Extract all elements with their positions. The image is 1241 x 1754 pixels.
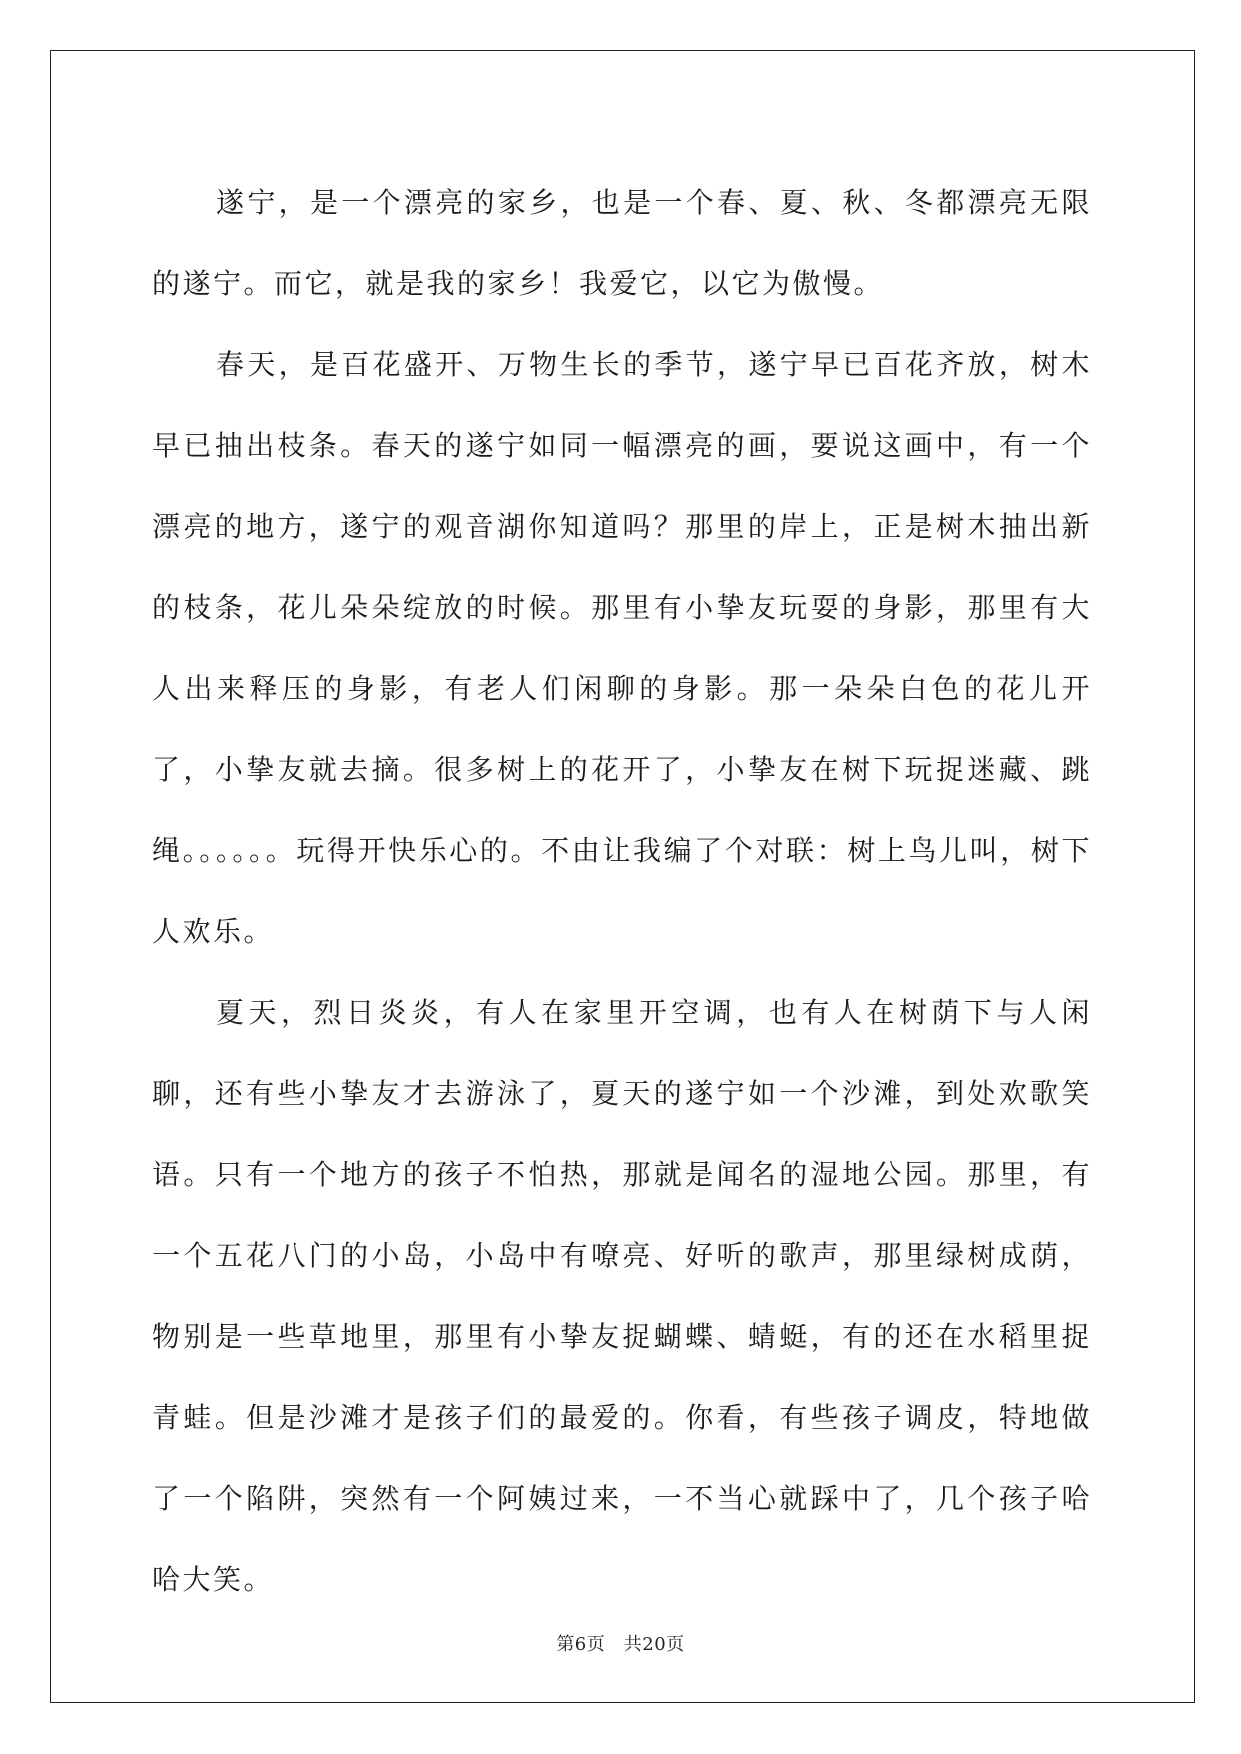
paragraph-intro: 遂宁，是一个漂亮的家乡，也是一个春、夏、秋、冬都漂亮无限的遂宁。而它，就是我的家乡！我爱它，以它为傲慢。 <box>152 186 1092 300</box>
paragraph-summer: 夏天，烈日炎炎，有人在家里开空调，也有人在树荫下与人闲聊，还有些小挚友才去游泳了，夏天的遂宁如一个沙滩，到处欢歌笑语。只有一个地方的孩子不怕热，那就是闻名的湿地公园。那里，有一个五花八门的小岛，小岛中有嘹亮、好听的歌声，那里绿树成荫，物别是一些草地里，那里有小挚友捉蝴蝶、蜻蜓，有的还在水稻里捉青蛙。但是沙滩才是孩子们的最爱的。你看，有些孩子调皮，特地做了一个陷阱，突然有一个阿姨过来，一不当心就踩中了，几个孩子哈哈大笑。 <box>152 996 1092 1596</box>
page-number: 第6页 共20页 <box>556 1634 685 1655</box>
paragraph-spring: 春天，是百花盛开、万物生长的季节，遂宁早已百花齐放，树木早已抽出枝条。春天的遂宁如同一幅漂亮的画，要说这画中，有一个漂亮的地方，遂宁的观音湖你知道吗？那里的岸上，正是树木抽出新的枝条，花儿朵朵绽放的时候。那里有小挚友玩耍的身影，那里有大人出来释压的身影，有老人们闲聊的身影。那一朵朵白色的花儿开了，小挚友就去摘。很多树上的花开了，小挚友在树下玩捉迷藏、跳绳。。。。。。玩得开快乐心的。不由让我编了个对联：树上鸟儿叫，树下人欢乐。 <box>152 348 1092 948</box>
page-footer <box>0 1630 1241 1656</box>
document-body <box>152 162 1092 1620</box>
